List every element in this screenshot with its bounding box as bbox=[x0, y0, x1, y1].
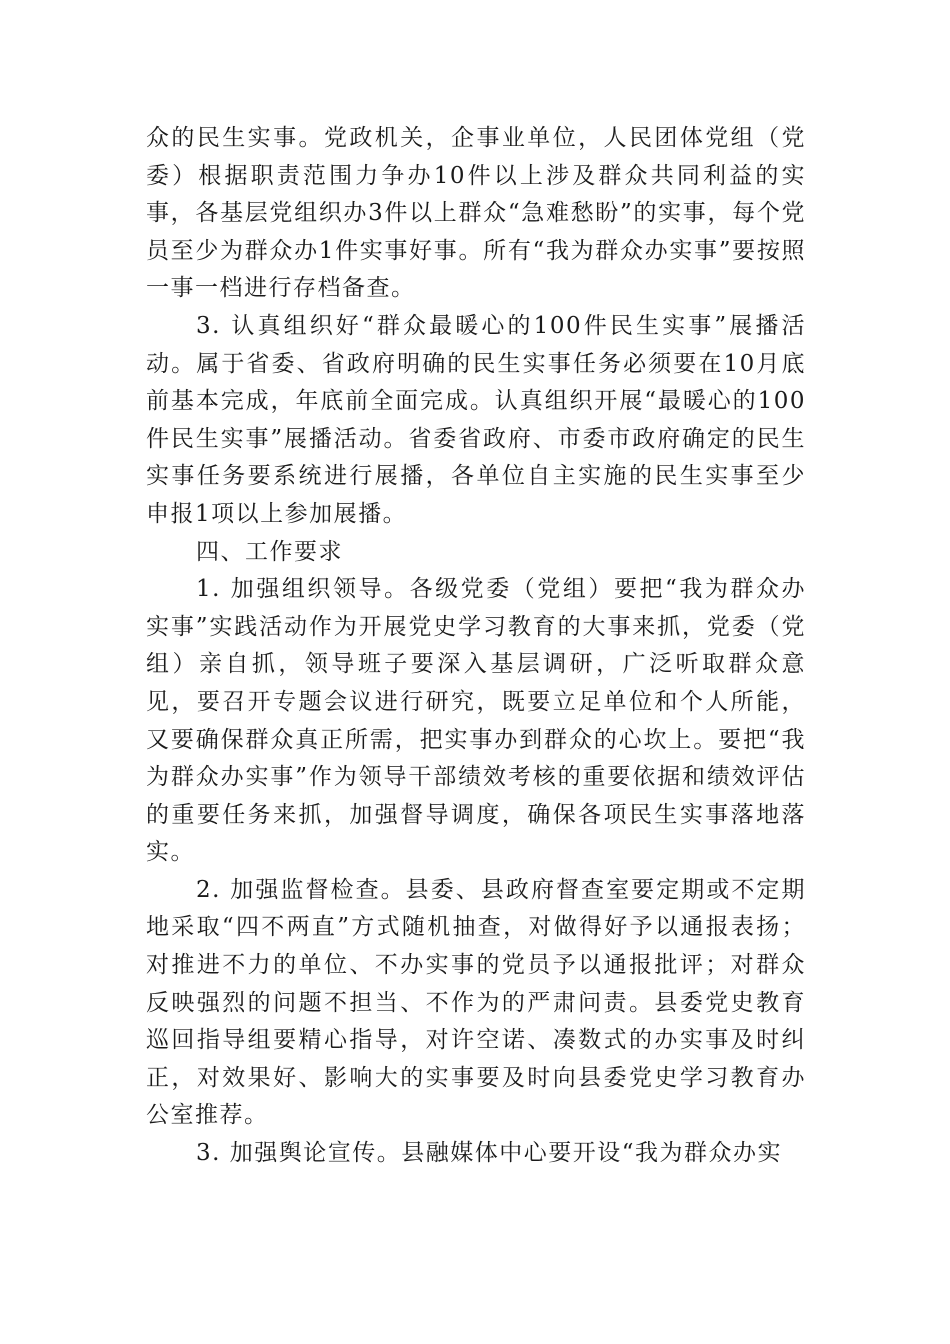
paragraph-3: 1. 加强组织领导。各级党委（党组）要把“我为群众办实事”实践活动作为开展党史学习教育的大事来抓，党委（党组）亲自抓，领导班子要深入基层调研，广泛听取群众意见，要召开专题会议进行研究，既要立足单位和个人所能，又要确保群众真正所需，把实事办到群众的心坎上。要把“我为群众办实事”作为领导干部绩效考核的重要依据和绩效评估的重要任务来抓，加强督导调度，确保各项民生实事落地落实。 bbox=[146, 576, 806, 866]
document-page bbox=[146, 120, 806, 1173]
paragraph-4: 2. 加强监督检查。县委、县政府督查室要定期或不定期地采取“四不两直”方式随机抽查，对做得好予以通报表扬；对推进不力的单位、不办实事的党员予以通报批评；对群众反映强烈的问题不担当、不作为的严肃问责。县委党史教育巡回指导组要精心指导，对许空诺、凑数式的办实事及时纠正，对效果好、影响大的实事要及时向县委党史学习教育办公室推荐。 bbox=[146, 876, 806, 1129]
paragraph-1: 众的民生实事。党政机关，企事业单位，人民团体党组（党委）根据职责范围力争办10件以上涉及群众共同利益的实事，各基层党组织办3件以上群众“急难愁盼”的实事，每个党员至少为群众办1件实事好事。所有“我为群众办实事”要按照一事一档进行存档备查。 bbox=[146, 125, 806, 302]
paragraph-5: 3. 加强舆论宣传。县融媒体中心要开设“我为群众办实 bbox=[196, 1140, 783, 1167]
paragraph-2: 3. 认真组织好“群众最暖心的100件民生实事”展播活动。属于省委、省政府明确的民生实事任务必须要在10月底前基本完成，年底前全面完成。认真组织开展“最暖心的100件民生实事”展播活动。省委省政府、市委市政府确定的民生实事任务要系统进行展播，各单位自主实施的民生实事至少申报1项以上参加展播。 bbox=[146, 312, 806, 527]
section-heading: 四、工作要求 bbox=[196, 538, 343, 565]
